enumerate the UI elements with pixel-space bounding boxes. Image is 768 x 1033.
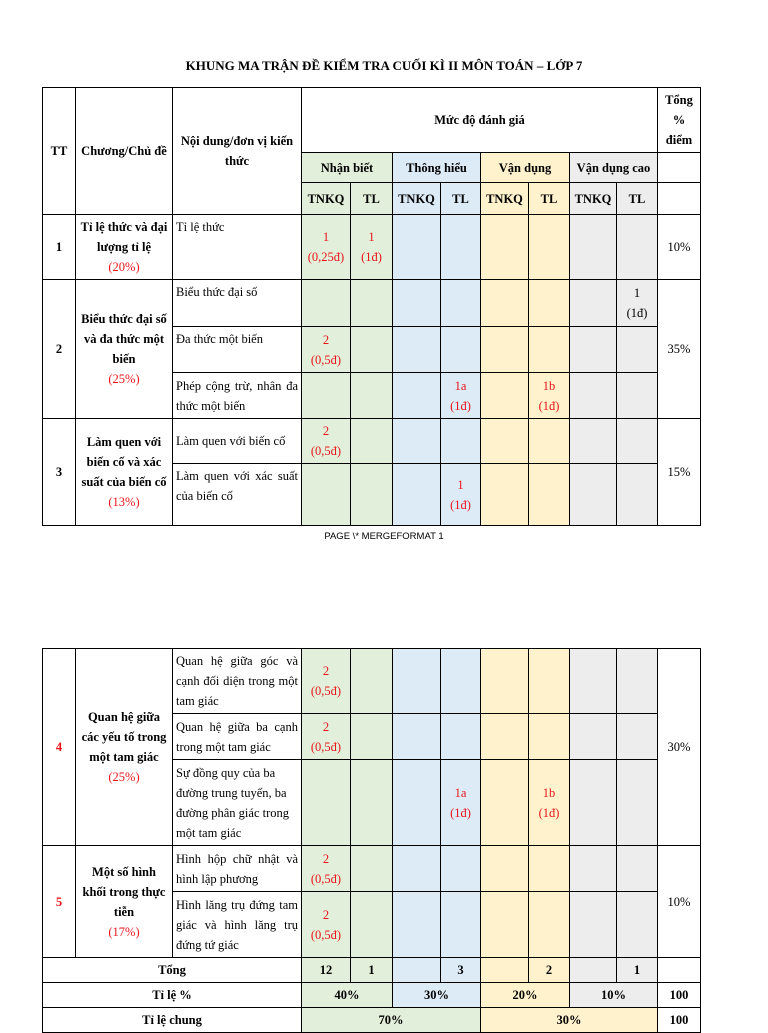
level-nhan-biet: Nhận biết (302, 153, 393, 183)
topic-cell (76, 846, 173, 958)
header-mucdo: Mức độ đánh giá (302, 88, 658, 153)
page-title: KHUNG MA TRẬN ĐỀ KIỂM TRA CUỐI KÌ II MÔN TOÁN – LỚP 7 (185, 58, 583, 73)
score-cell: 1b (1đ) (529, 760, 570, 846)
score-cell: 1a (1đ) (441, 760, 481, 846)
level-van-dung: Vận dụng (481, 153, 570, 183)
matrix-table-part2 (42, 648, 701, 1033)
topic-percent: (13%) (108, 495, 140, 509)
page-footer: PAGE \* MERGEFORMAT 1 (324, 531, 444, 542)
content-cell: Biểu thức đại số (173, 280, 302, 327)
sub-tl: TL (351, 183, 393, 215)
summary-row-tile (43, 983, 701, 1008)
table-row (43, 649, 701, 714)
topic-cell (76, 649, 173, 846)
summary-value: 1 (351, 958, 393, 983)
topic-cell (76, 419, 173, 526)
table-row (43, 419, 701, 464)
level-van-dung-cao: Vận dụng cao (570, 153, 658, 183)
score-cell: 1 (1đ) (617, 280, 658, 327)
summary-value: 2 (529, 958, 570, 983)
topic-cell (76, 280, 173, 419)
sub-tl: TL (441, 183, 481, 215)
total-percent: 15% (658, 419, 701, 526)
level-thong-hieu: Thông hiểu (393, 153, 481, 183)
summary-label: Tỉ lệ chung (43, 1008, 302, 1033)
score-cell: 2 (0,5đ) (302, 327, 351, 373)
summary-value: 12 (302, 958, 351, 983)
summary-row-tile-chung (43, 1008, 701, 1033)
matrix-table-part1 (42, 87, 701, 526)
score-cell: 2 (0,5đ) (302, 419, 351, 464)
topic-percent: (25%) (108, 372, 140, 386)
summary-label: Tổng (43, 958, 302, 983)
table-row (43, 280, 701, 327)
score-cell: 2 (0,5đ) (302, 892, 351, 958)
topic-name: Quan hệ giữa các yếu tố trong một tam giác (81, 710, 167, 764)
summary-value: 10% (570, 983, 658, 1008)
score-cell: 1 (1đ) (351, 215, 393, 280)
table-row (43, 215, 701, 280)
summary-value: 20% (481, 983, 570, 1008)
score-cell: 1 (0,25đ) (302, 215, 351, 280)
content-cell: Làm quen với biến cố (173, 419, 302, 464)
summary-row-tong (43, 958, 701, 983)
row-number: 5 (43, 846, 76, 958)
row-number: 4 (43, 649, 76, 846)
empty-cell (658, 153, 701, 183)
sub-tnkq: TNKQ (393, 183, 441, 215)
summary-value: 30% (481, 1008, 658, 1033)
topic-name: Làm quen với biến cố và xác suất của biến cố (81, 435, 167, 489)
score-cell: 1 (1đ) (441, 464, 481, 526)
summary-value: 40% (302, 983, 393, 1008)
total-percent: 35% (658, 280, 701, 419)
total-percent: 30% (658, 649, 701, 846)
topic-percent: (17%) (108, 924, 140, 939)
topic-name: Một số hình khối trong thực tiễn (82, 864, 166, 919)
topic-name: Tỉ lệ thức và đại lượng tỉ lệ (80, 220, 168, 254)
topic-percent: (25%) (108, 770, 140, 784)
score-cell: 1b (1đ) (529, 373, 570, 419)
content-cell: Quan hệ giữa ba cạnh trong một tam giác (173, 714, 302, 760)
row-number: 2 (43, 280, 76, 419)
row-number: 1 (43, 215, 76, 280)
header-chuong: Chương/Chủ đề (76, 88, 173, 215)
score-cell: 2 (0,5đ) (302, 714, 351, 760)
summary-value: 100 (658, 983, 701, 1008)
header-noidung: Nội dung/đơn vị kiến thức (173, 88, 302, 215)
table-row (43, 846, 701, 892)
header-tongdiem: Tổng % điểm (658, 88, 701, 153)
content-cell: Phép cộng trừ, nhân đa thức một biến (173, 373, 302, 419)
summary-value: 70% (302, 1008, 481, 1033)
header-tt: TT (43, 88, 76, 215)
content-cell: Sự đồng quy của ba đường trung tuyến, ba đường phân giác trong một tam giác (173, 760, 302, 846)
summary-value: 30% (393, 983, 481, 1008)
total-percent: 10% (658, 215, 701, 280)
sub-tl: TL (617, 183, 658, 215)
content-cell: Tỉ lệ thức (173, 215, 302, 280)
sub-tl: TL (529, 183, 570, 215)
sub-tnkq: TNKQ (481, 183, 529, 215)
content-cell: Hình lăng trụ đứng tam giác và hình lăng trụ đứng tứ giác (173, 892, 302, 958)
summary-value: 3 (441, 958, 481, 983)
row-number: 3 (43, 419, 76, 526)
score-cell: 2 (0,5đ) (302, 649, 351, 714)
score-cell: 1a (1đ) (441, 373, 481, 419)
content-cell: Quan hệ giữa góc và cạnh đối diện trong một tam giác (173, 649, 302, 714)
topic-name: Biểu thức đại số và đa thức một biến (81, 312, 167, 366)
content-cell: Hình hộp chữ nhật và hình lập phương (173, 846, 302, 892)
summary-value: 1 (617, 958, 658, 983)
sub-tnkq: TNKQ (570, 183, 617, 215)
content-cell: Đa thức một biến (173, 327, 302, 373)
sub-tnkq: TNKQ (302, 183, 351, 215)
topic-percent: (20%) (108, 260, 140, 274)
summary-label: Tỉ lệ % (43, 983, 302, 1008)
content-cell: Làm quen với xác suất của biến cố (173, 464, 302, 526)
topic-cell (76, 215, 173, 280)
summary-value: 100 (658, 1008, 701, 1033)
total-percent: 10% (658, 846, 701, 958)
score-cell: 2 (0,5đ) (302, 846, 351, 892)
empty-cell (658, 183, 701, 215)
